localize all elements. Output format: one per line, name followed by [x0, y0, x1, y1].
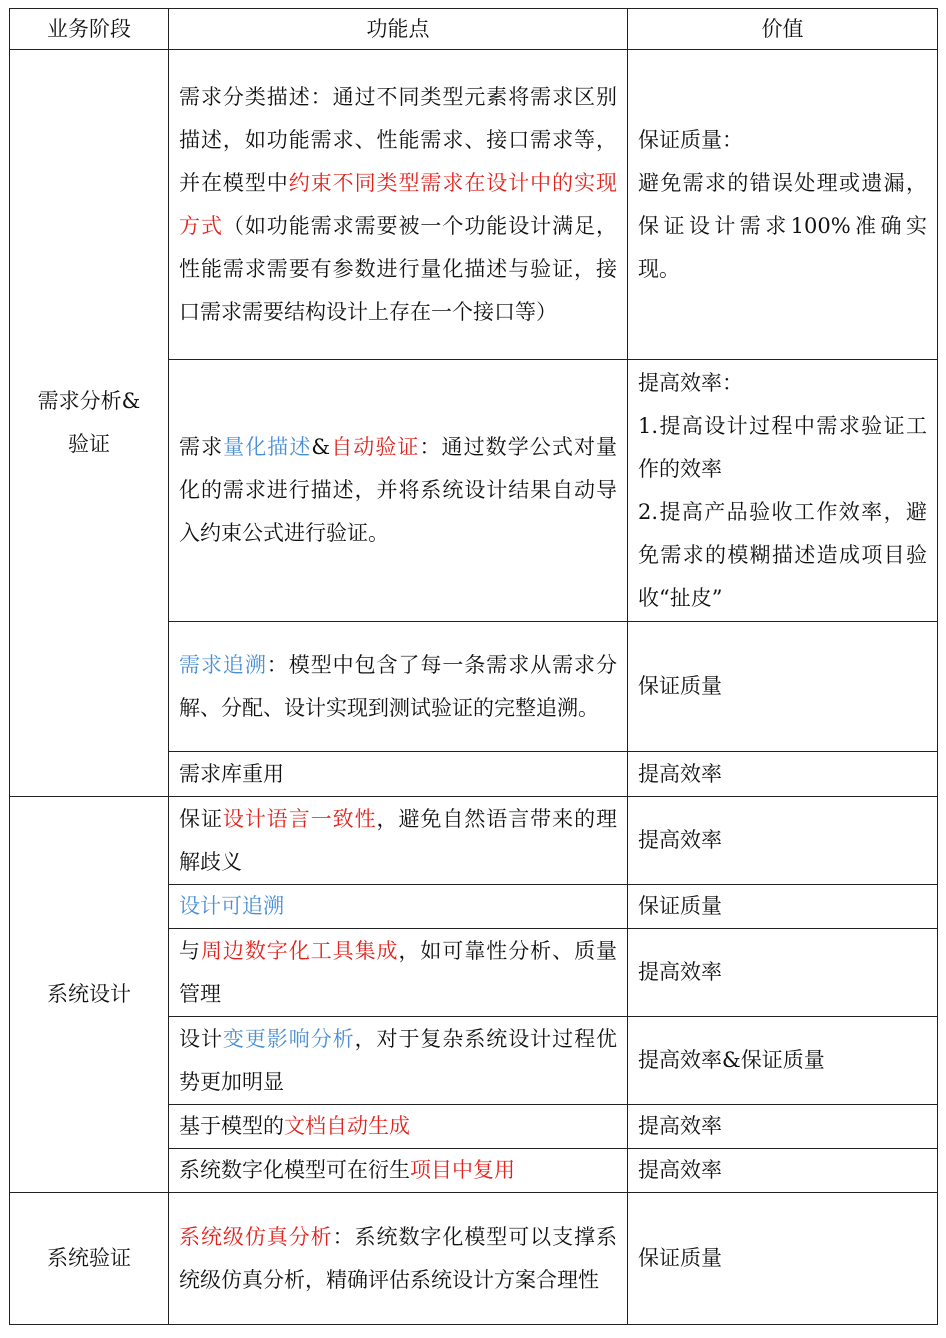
header-feature: 功能点 [169, 9, 628, 50]
stage-cell: 系统设计 [10, 797, 169, 1193]
feature-text: 基于模型的 [179, 1114, 284, 1138]
value-text: 保证质量： [638, 127, 743, 152]
highlight-text: 周边数字化工具集成 [200, 938, 399, 963]
feature-text: ：通过数学公式对量化的需求进行描述，并将系统设计结果自动导入约束公式进行验证。 [179, 435, 618, 545]
feature-cell [169, 1105, 628, 1149]
value-text: 提高效率 [638, 960, 722, 984]
highlight-text: 文档自动生成 [284, 1114, 410, 1138]
highlight-text: 项目中复用 [410, 1158, 515, 1182]
feature-text: 设计 [179, 1026, 223, 1051]
value-text: 提高效率 [638, 1158, 722, 1182]
highlight-text: 系统级仿真分析 [179, 1224, 333, 1249]
value-cell [628, 885, 938, 929]
feature-text: ，避免自然语言带来的理解歧义 [179, 806, 618, 874]
value-cell [628, 1193, 938, 1325]
feature-cell [169, 929, 628, 1017]
value-text: 提高效率 [638, 761, 722, 786]
stage-cell: 需求分析&验证 [10, 50, 169, 797]
feature-cell [169, 360, 628, 622]
feature-cell [169, 50, 628, 360]
table-body [10, 50, 938, 1325]
table-row [10, 50, 938, 360]
value-text: 提高效率&保证质量 [638, 1048, 825, 1072]
feature-text: 需求库重用 [179, 761, 284, 786]
header-stage: 业务阶段 [10, 9, 169, 50]
table-row [10, 1193, 938, 1325]
highlight-text: 需求追溯 [179, 652, 267, 677]
value-text: 避免需求的错误处理或遗漏，保证设计需求100%准确实现。 [638, 170, 927, 281]
value-text: 1.提高设计过程中需求验证工作的效率 [638, 413, 927, 481]
feature-cell [169, 1017, 628, 1105]
value-cell [628, 360, 938, 622]
feature-text: （如功能需求需要被一个功能设计满足，性能需求需要有参数进行量化描述与验证，接口需求需要结构设计上存在一个接口等） [179, 213, 618, 324]
stage-cell: 系统验证 [10, 1193, 169, 1325]
requirements-value-table [9, 8, 938, 1325]
feature-text: ，如可靠性分析、质量管理 [179, 938, 618, 1006]
highlight-text: 变更影响分析 [222, 1026, 355, 1051]
feature-text: & [311, 435, 331, 459]
value-text: 保证质量 [638, 894, 722, 918]
highlight-text: 设计语言一致性 [222, 806, 377, 831]
value-cell [628, 1105, 938, 1149]
feature-cell [169, 797, 628, 885]
value-text: 保证质量 [638, 1246, 722, 1270]
feature-text: 需求 [179, 435, 224, 459]
feature-cell [169, 1149, 628, 1193]
value-cell [628, 797, 938, 885]
feature-text: 系统数字化模型可在衍生 [179, 1158, 410, 1182]
value-cell [628, 622, 938, 752]
feature-text: ，对于复杂系统设计过程优势更加明显 [179, 1026, 618, 1094]
feature-text: ：模型中包含了每一条需求从需求分解、分配、设计实现到测试验证的完整追溯。 [179, 652, 618, 720]
table-header-row [10, 9, 938, 50]
value-cell [628, 50, 938, 360]
value-cell [628, 752, 938, 797]
feature-cell [169, 752, 628, 797]
feature-cell [169, 622, 628, 752]
highlight-text: 量化描述 [223, 435, 312, 459]
feature-cell [169, 1193, 628, 1325]
value-text: 提高效率： [638, 370, 743, 395]
header-value: 价值 [628, 9, 938, 50]
value-cell [628, 929, 938, 1017]
highlight-text: 自动验证 [330, 435, 420, 459]
highlight-text: 设计可追溯 [179, 894, 284, 918]
value-cell [628, 1017, 938, 1105]
table-row [10, 797, 938, 885]
feature-cell [169, 885, 628, 929]
feature-text: 保证 [179, 806, 223, 831]
value-cell [628, 1149, 938, 1193]
feature-text: 与 [179, 938, 201, 963]
value-text: 2.提高产品验收工作效率，避免需求的模糊描述造成项目验收“扯皮” [638, 499, 927, 610]
feature-text: 需求分类描述：通过不同类型元素将需求区别描述，如功能需求、性能需求、接口需求等，并在模型中 [179, 84, 617, 195]
value-text: 提高效率 [638, 828, 722, 852]
highlight-text: 约束不同类型需求在设计中的实现方式 [179, 170, 618, 238]
value-text: 保证质量 [638, 674, 722, 698]
value-text: 提高效率 [638, 1114, 722, 1138]
feature-text: ：系统数字化模型可以支撑系统级仿真分析，精确评估系统设计方案合理性 [179, 1224, 618, 1292]
